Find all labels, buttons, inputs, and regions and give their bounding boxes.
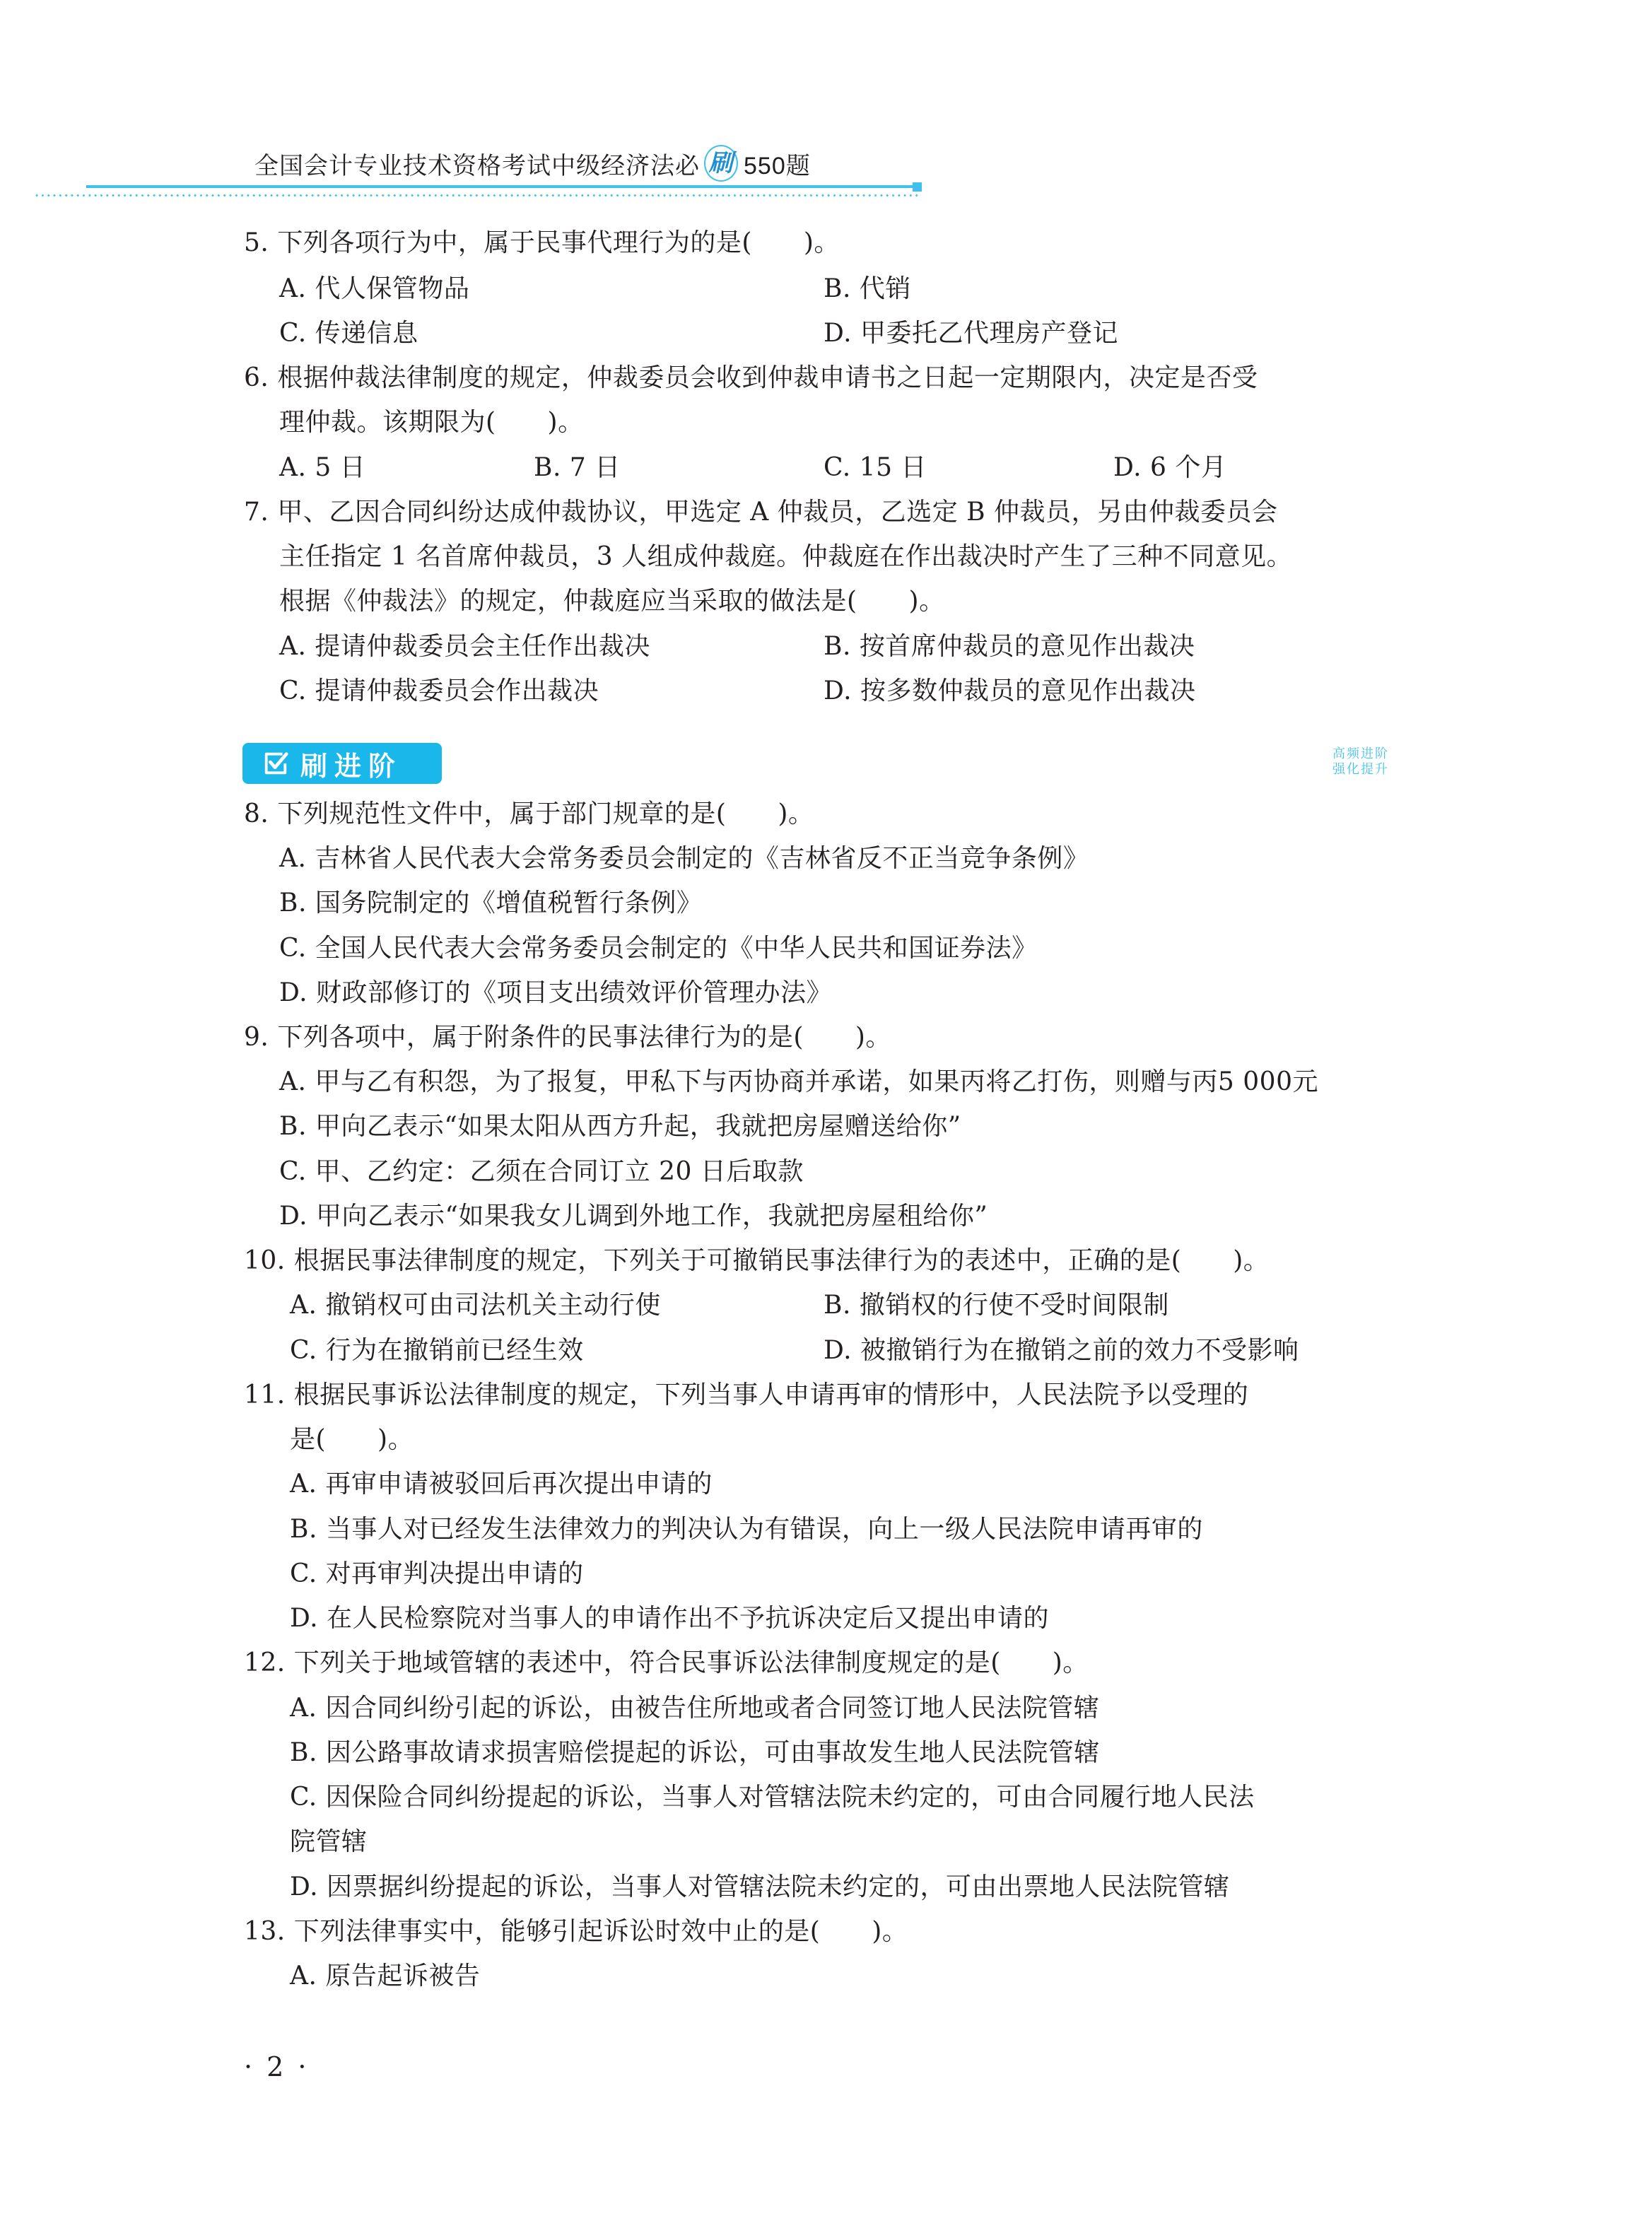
header-rule-end-square [913,182,922,192]
question-11-option-a: A. 再审申请被驳回后再次提出申请的 [290,1470,713,1499]
question-5-option-b: B. 代销 [824,274,911,303]
question-6-option-b: B. 7 日 [534,453,621,482]
question-5-option-c: C. 传递信息 [279,319,418,348]
question-5-option-a: A. 代人保管物品 [279,274,470,303]
question-6-option-d: D. 6 个月 [1113,453,1227,482]
question-12-stem: 12. 下列关于地域管辖的表述中，符合民事诉讼法律制度规定的是( )。 [244,1648,1089,1677]
page-number: · 2 · [244,2051,310,2082]
section-badge [242,743,442,784]
question-7-option-c: C. 提请仲裁委员会作出裁决 [279,676,599,705]
question-8-stem: 8. 下列规范性文件中，属于部门规章的是( )。 [244,799,814,828]
question-12-option-a: A. 因合同纠纷引起的诉讼，由被告住所地或者合同签订地人民法院管辖 [290,1694,1100,1723]
question-8-option-c: C. 全国人民代表大会常务委员会制定的《中华人民共和国证券法》 [279,934,1038,963]
section-badge-label: 刷进阶 [300,750,403,782]
question-10-option-c: C. 行为在撤销前已经生效 [290,1336,584,1365]
checkbox-check-icon [262,750,289,777]
question-6-stem-cont: 理仲裁。该期限为( )。 [279,408,584,437]
question-7-option-d: D. 按多数仲裁员的意见作出裁决 [824,676,1196,705]
question-11-option-c: C. 对再审判决提出申请的 [290,1559,584,1588]
section-side-note-line-1: 高频进阶 [1332,746,1389,761]
question-7-stem-cont-2: 根据《仲裁法》的规定，仲裁庭应当采取的做法是( )。 [279,587,945,616]
section-side-note-line-2: 强化提升 [1332,762,1389,777]
question-9-option-b: B. 甲向乙表示“如果太阳从西方升起，我就把房屋赠送给你” [279,1112,961,1141]
question-7-stem: 7. 甲、乙因合同纠纷达成仲裁协议，甲选定 A 仲裁员，乙选定 B 仲裁员，另由仲裁委员会 [244,498,1278,527]
question-6-option-c: C. 15 日 [824,453,927,482]
question-7-option-a: A. 提请仲裁委员会主任作出裁决 [279,632,650,661]
question-8-option-b: B. 国务院制定的《增值税暂行条例》 [279,889,703,917]
question-10-option-a: A. 撤销权可由司法机关主动行使 [290,1291,661,1320]
header-suffix: 550题 [744,152,811,180]
question-7-option-b: B. 按首席仲裁员的意见作出裁决 [824,632,1195,661]
question-11-stem-cont: 是( )。 [290,1425,414,1454]
question-12-option-c-cont: 院管辖 [290,1827,368,1856]
question-8-option-a: A. 吉林省人民代表大会常务委员会制定的《吉林省反不正当竞争条例》 [279,844,1089,873]
question-12-option-d: D. 因票据纠纷提起的诉讼，当事人对管辖法院未约定的，可由出票地人民法院管辖 [290,1872,1230,1901]
question-9-stem: 9. 下列各项中，属于附条件的民事法律行为的是( )。 [244,1023,891,1052]
question-9-option-c: C. 甲、乙约定：乙须在合同订立 20 日后取款 [279,1157,804,1186]
question-12-option-b: B. 因公路事故请求损害赔偿提起的诉讼，可由事故发生地人民法院管辖 [290,1738,1100,1767]
question-12-option-c: C. 因保险合同纠纷提起的诉讼，当事人对管辖法院未约定的，可由合同履行地人民法 [290,1783,1255,1812]
brush-logo-icon: 刷 [704,145,738,182]
header-dotted-rule [34,194,919,197]
question-6-option-a: A. 5 日 [279,453,366,482]
question-5-stem: 5. 下列各项行为中，属于民事代理行为的是( )。 [244,228,840,257]
question-10-option-b: B. 撤销权的行使不受时间限制 [824,1291,1169,1320]
question-13-option-a: A. 原告起诉被告 [290,1962,481,1990]
question-10-option-d: D. 被撤销行为在撤销之前的效力不受影响 [824,1336,1299,1365]
header-title: 全国会计专业技术资格考试中级经济法必 [254,151,700,180]
question-11-option-d: D. 在人民检察院对当事人的申请作出不予抗诉决定后又提出申请的 [290,1604,1049,1633]
question-13-stem: 13. 下列法律事实中，能够引起诉讼时效中止的是( )。 [244,1917,908,1946]
question-10-stem: 10. 根据民事法律制度的规定，下列关于可撤销民事法律行为的表述中，正确的是( )。 [244,1246,1270,1275]
header-rule [86,185,913,188]
question-6-stem: 6. 根据仲裁法律制度的规定，仲裁委员会收到仲裁申请书之日起一定期限内，决定是否受 [244,363,1258,392]
question-9-option-a: A. 甲与乙有积怨，为了报复，甲私下与丙协商并承诺，如果丙将乙打伤，则赠与丙5 000元 [279,1067,1318,1096]
question-5-option-d: D. 甲委托乙代理房产登记 [824,319,1118,348]
running-header [254,145,811,182]
question-7-stem-cont-1: 主任指定 1 名首席仲裁员，3 人组成仲裁庭。仲裁庭在作出裁决时产生了三种不同意见。 [279,542,1293,571]
question-9-option-d: D. 甲向乙表示“如果我女儿调到外地工作，我就把房屋租给你” [279,1202,988,1231]
section-side-note [1332,746,1389,778]
question-8-option-d: D. 财政部修订的《项目支出绩效评价管理办法》 [279,978,832,1007]
question-11-stem: 11. 根据民事诉讼法律制度的规定，下列当事人申请再审的情形中，人民法院予以受理的 [244,1380,1249,1409]
question-11-option-b: B. 当事人对已经发生法律效力的判决认为有错误，向上一级人民法院申请再审的 [290,1515,1203,1544]
